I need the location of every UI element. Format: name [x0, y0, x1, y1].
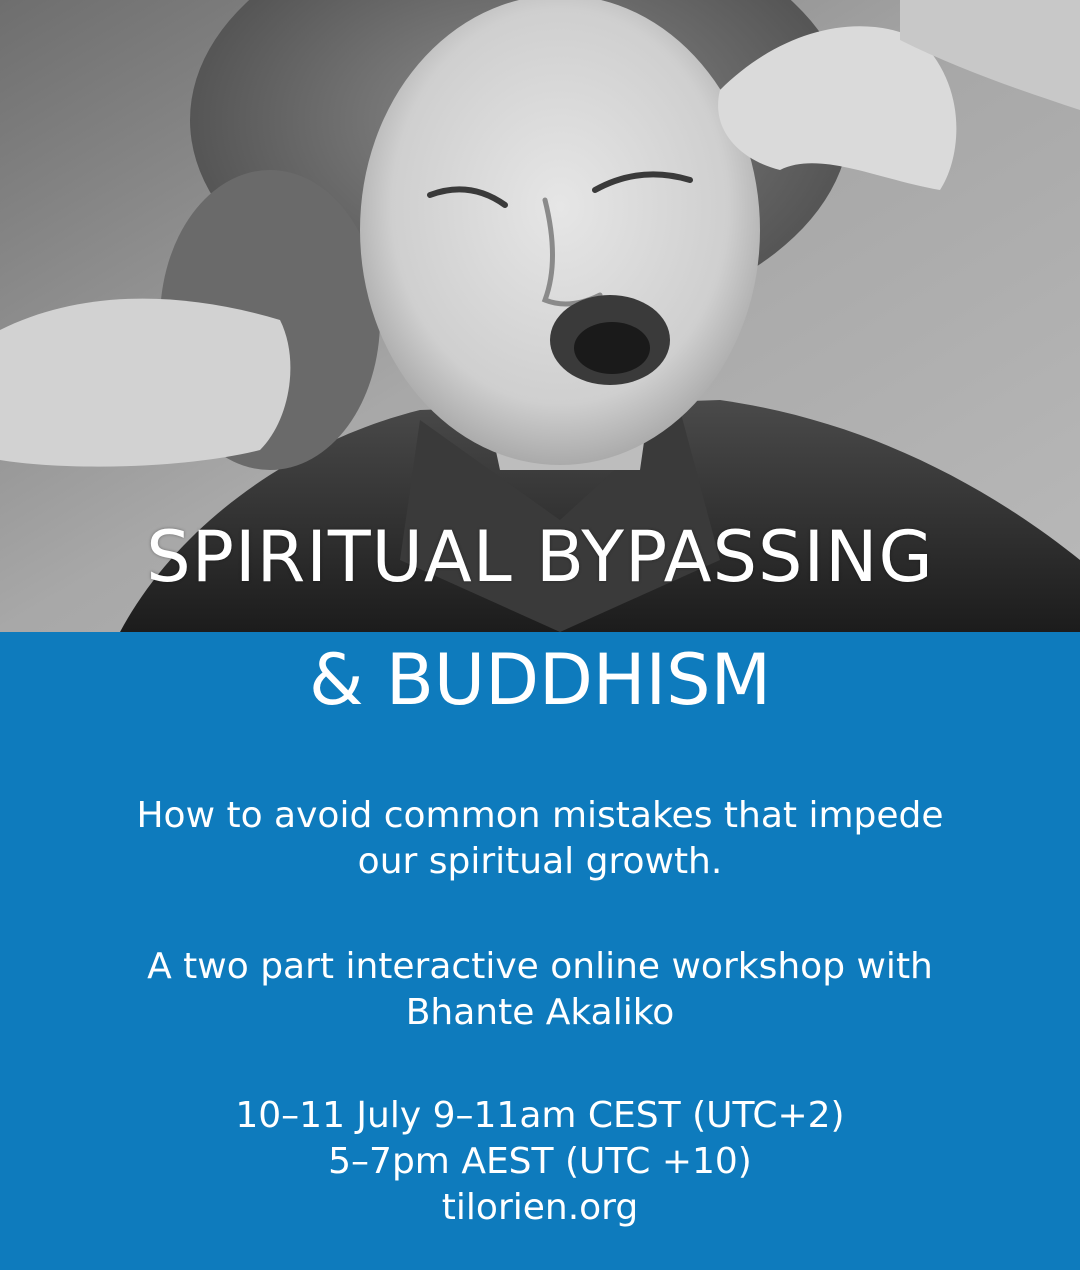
workshop-line-2: Bhante Akaliko — [405, 992, 675, 1033]
workshop-line-1: A two part interactive online workshop with — [147, 946, 933, 987]
left-hand-shape — [0, 299, 290, 467]
subtitle — [0, 793, 1080, 885]
subtitle-line-1: How to avoid common mistakes that impede — [136, 795, 944, 836]
date-aest: 5–7pm AEST (UTC +10) — [328, 1141, 752, 1182]
workshop-description — [0, 944, 1080, 1036]
subtitle-line-2: our spiritual growth. — [357, 841, 723, 882]
face-shape — [360, 0, 760, 465]
date-cest: 10–11 July 9–11am CEST (UTC+2) — [235, 1095, 845, 1136]
event-details — [0, 1093, 1080, 1231]
mouth-inner-shape — [574, 322, 650, 374]
title-line-1: SPIRITUAL BYPASSING — [146, 516, 934, 598]
title-line-2: & BUDDHISM — [308, 639, 771, 721]
website-link[interactable]: tilorien.org — [441, 1187, 639, 1228]
